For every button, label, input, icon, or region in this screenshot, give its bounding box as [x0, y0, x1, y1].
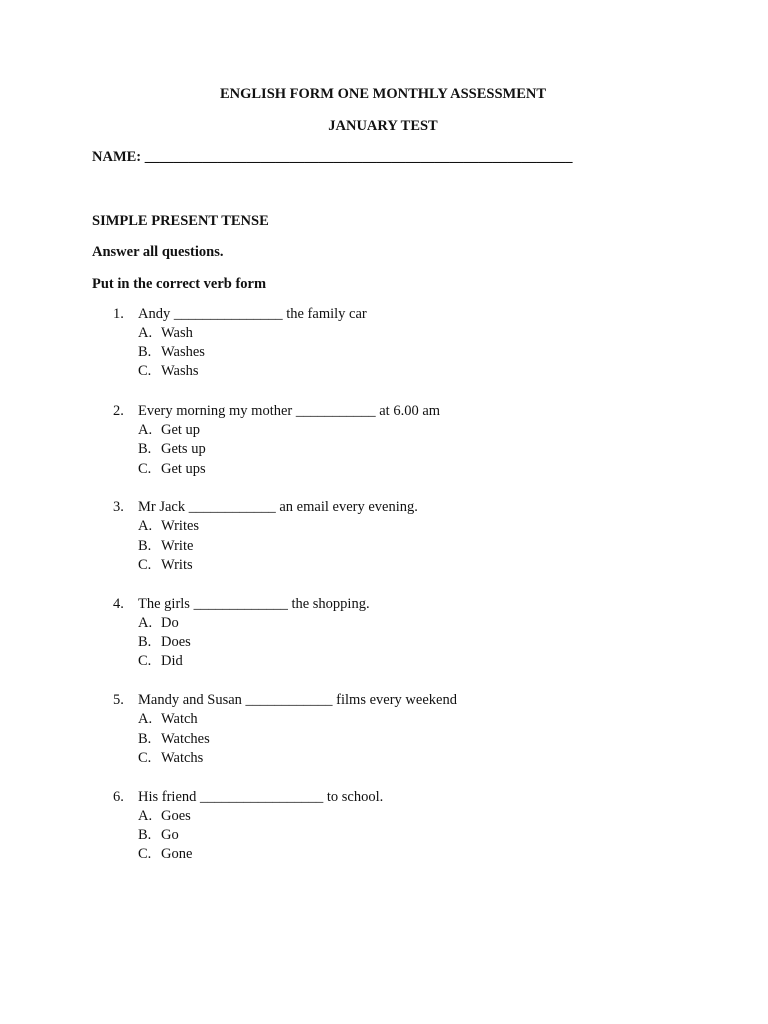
question-number: 3.	[113, 499, 124, 515]
question-text: Mandy and Susan ____________ films every weekend	[138, 692, 457, 708]
question-text: Andy _______________ the family car	[138, 306, 367, 322]
option-text: Washs	[161, 363, 199, 379]
option-text: Gets up	[161, 441, 206, 457]
instruction-verb-form: Put in the correct verb form	[92, 276, 267, 292]
question-text: The girls _____________ the shopping.	[138, 596, 370, 612]
option-text: Watches	[161, 731, 210, 747]
option-letter: C.	[138, 363, 152, 379]
option-letter: B.	[138, 538, 152, 554]
option-text: Goes	[161, 808, 191, 824]
option-letter: A.	[138, 325, 153, 341]
question-text: His friend _________________ to school.	[138, 789, 384, 805]
option-letter: C.	[138, 557, 152, 573]
name-field-line: NAME: ___________________________________________________________	[92, 149, 573, 165]
document-title: ENGLISH FORM ONE MONTHLY ASSESSMENT	[219, 86, 547, 102]
option-letter: A.	[138, 422, 153, 438]
option-letter: B.	[138, 441, 152, 457]
option-text: Go	[161, 827, 179, 843]
instruction-answer-all: Answer all questions.	[92, 244, 224, 260]
option-letter: C.	[138, 461, 152, 477]
option-text: Wash	[161, 325, 193, 341]
option-letter: C.	[138, 653, 152, 669]
option-text: Get up	[161, 422, 201, 438]
option-text: Writes	[161, 518, 200, 534]
option-text: Writs	[161, 557, 193, 573]
question-number: 1.	[113, 306, 124, 322]
option-text: Do	[161, 615, 179, 631]
option-letter: C.	[138, 750, 152, 766]
option-text: Watchs	[161, 750, 204, 766]
option-letter: A.	[138, 518, 153, 534]
question-text: Every morning my mother ___________ at 6.00 am	[138, 403, 441, 419]
question-number: 6.	[113, 789, 124, 805]
question-number: 4.	[113, 596, 124, 612]
question-number: 5.	[113, 692, 124, 708]
question-text: Mr Jack ____________ an email every evening.	[138, 499, 418, 515]
option-text: Watch	[161, 711, 198, 727]
option-text: Write	[161, 538, 194, 554]
option-letter: B.	[138, 344, 152, 360]
question-number: 2.	[113, 403, 124, 419]
option-text: Did	[161, 653, 183, 669]
option-letter: B.	[138, 827, 152, 843]
option-letter: A.	[138, 711, 153, 727]
option-letter: B.	[138, 634, 152, 650]
option-letter: A.	[138, 615, 153, 631]
option-text: Gone	[161, 846, 193, 862]
option-text: Does	[161, 634, 191, 650]
section-heading: SIMPLE PRESENT TENSE	[92, 213, 269, 229]
document-subtitle: JANUARY TEST	[328, 118, 438, 134]
option-letter: C.	[138, 846, 152, 862]
option-text: Washes	[161, 344, 205, 360]
option-letter: B.	[138, 731, 152, 747]
option-letter: A.	[138, 808, 153, 824]
option-text: Get ups	[161, 461, 206, 477]
